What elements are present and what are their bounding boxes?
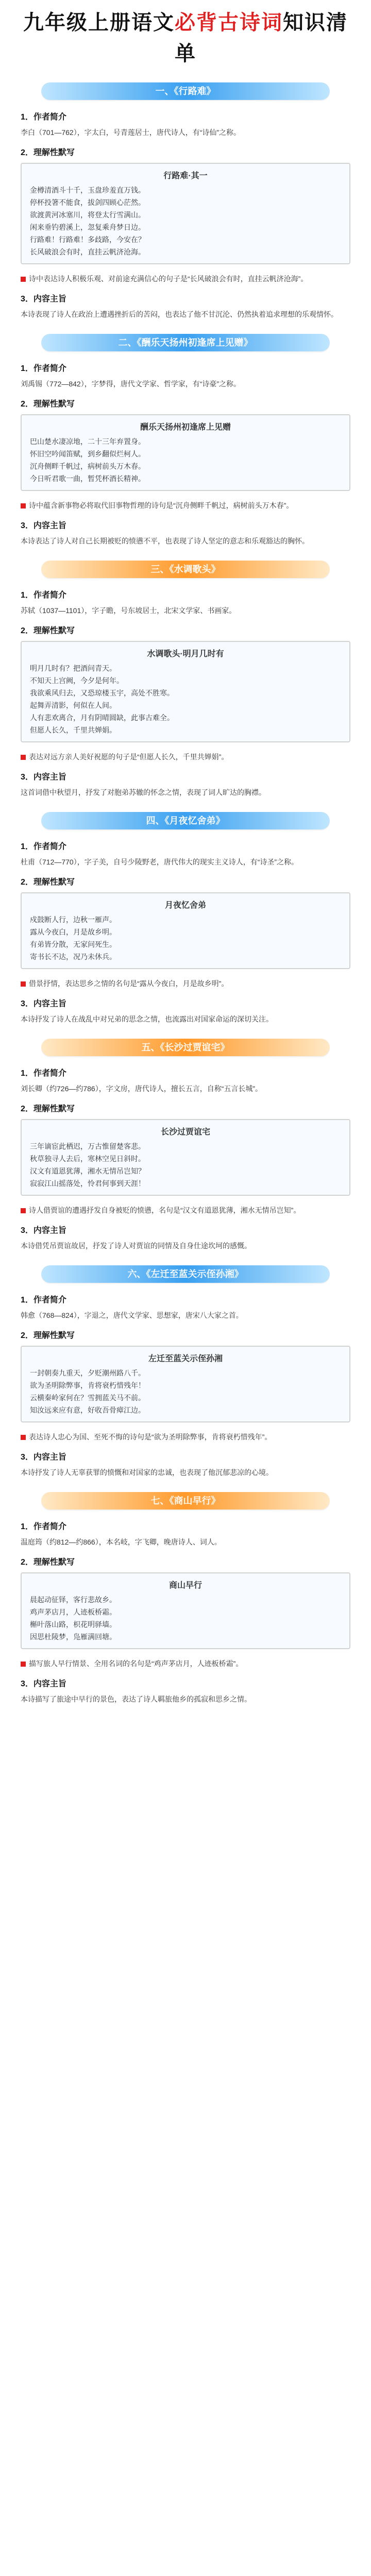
subheading-theme: 3．内容主旨: [21, 1453, 66, 1462]
dictation-text: [21, 1204, 350, 1216]
author-intro: 韩愈（768—824），字退之，唐代文学家、思想家，唐宋八大家之首。: [21, 1311, 243, 1319]
poem-line: 今日听君歌一曲，暂凭杯酒长精神。: [30, 474, 145, 483]
subheading-theme: 3．内容主旨: [21, 773, 66, 782]
poem-box: [21, 1119, 350, 1196]
subheading-author: 1．作者简介: [21, 113, 66, 122]
dictation-text: [21, 977, 350, 990]
dictation-answer: 诗人借贾谊的遭遇抒发自身被贬的愤懑，名句是“汉文有道恩犹薄，湘水无情吊岂知”。: [29, 1206, 301, 1214]
poem-line: 露从今夜白，月是故乡明。: [30, 928, 116, 936]
poem-title: 左迁至蓝关示侄孙湘: [148, 1354, 223, 1363]
section-6: [21, 1265, 350, 1479]
poem-line: 三年谪宦此栖迟，万古惟留楚客悲。: [30, 1142, 145, 1150]
poem-line: 鸡声茅店月，人迹板桥霜。: [30, 1608, 116, 1616]
page-title: [21, 7, 350, 69]
author-intro: 刘禹锡（772—842），字梦得，唐代文学家、哲学家，有“诗豪”之称。: [21, 380, 241, 388]
poem-title: 水调歌头·明月几时有: [147, 650, 224, 658]
poem-line: 秋草独寻人去后，寒林空见日斜时。: [30, 1155, 145, 1163]
poem-line: 停杯投箸不能食，拔剑四顾心茫然。: [30, 198, 145, 207]
poem-title: 长沙过贾谊宅: [160, 1128, 210, 1137]
subheading-dictation: 2．理解性默写: [21, 1105, 75, 1113]
section-heading: 三、《水调歌头》: [41, 561, 330, 578]
poem-line: 因思杜陵梦，凫雁满回塘。: [30, 1633, 116, 1641]
poem-box: [21, 1572, 350, 1649]
red-square-icon: [21, 981, 26, 987]
theme-text: 这首词借中秋望月，抒发了对胞弟苏辙的怀念之情，表现了词人旷达的胸襟。: [21, 788, 266, 796]
dictation-answer: 表达诗人忠心为国、至死不悔的诗句是“欲为圣明除弊事，肯将衰朽惜残年”。: [29, 1433, 272, 1441]
theme-text: 本诗抒发了诗人无辜获罪的愤慨和对国家的忠诚，也表现了他沉郁悲凉的心境。: [21, 1468, 273, 1477]
poem-line: 欲为圣明除弊事，肯将衰朽惜残年！: [30, 1381, 145, 1389]
dictation-text: [21, 1431, 350, 1443]
poem-box: [21, 1346, 350, 1422]
subheading-theme: 3．内容主旨: [21, 295, 66, 303]
poem-box: [21, 163, 350, 264]
section-4: [21, 812, 350, 1025]
poem-line: 起舞弄清影，何似在人间。: [30, 701, 116, 709]
author-intro: 刘长卿（约726—约786），字文房，唐代诗人，擅长五言，自称“五言长城”。: [21, 1084, 263, 1093]
section-heading: 五、《长沙过贾谊宅》: [41, 1039, 330, 1056]
poem-line: 但愿人长久，千里共婵娟。: [30, 726, 116, 734]
bottom-spacer: [21, 1708, 350, 1714]
poem-line: 知汝远来应有意，好收吾骨瘴江边。: [30, 1406, 145, 1414]
dictation-text: [21, 273, 350, 285]
section-heading: 二、《酬乐天扬州初逢席上见赠》: [41, 334, 330, 351]
author-intro: 杜甫（712—770），字子美，自号少陵野老，唐代伟大的现实主义诗人，有“诗圣”之称。: [21, 858, 299, 866]
author-intro: 温庭筠（约812—约866），本名岐，字飞卿，晚唐诗人、词人。: [21, 1538, 222, 1546]
dictation-text: [21, 751, 350, 763]
dictation-text: [21, 1657, 350, 1670]
dictation-answer: 诗中蕴含新事物必将取代旧事物哲理的诗句是“沉舟侧畔千帆过，病树前头万木春”。: [29, 501, 294, 510]
poem-line: 有弟皆分散，无家问死生。: [30, 940, 116, 948]
dictation-text: [21, 499, 350, 512]
subheading-author: 1．作者简介: [21, 842, 66, 851]
poem-title: 商山早行: [168, 1581, 202, 1590]
section-heading: 七、《商山早行》: [41, 1492, 330, 1510]
poem-line: 槲叶落山路，枳花明驿墙。: [30, 1620, 116, 1629]
poem-line: 云横秦岭家何在？雪拥蓝关马不前。: [30, 1394, 145, 1402]
subheading-author: 1．作者简介: [21, 1296, 66, 1304]
subheading-theme: 3．内容主旨: [21, 1226, 66, 1235]
section-heading: 六、《左迁至蓝关示侄孙湘》: [41, 1265, 330, 1283]
poem-line: 戍鼓断人行，边秋一雁声。: [30, 916, 116, 924]
dictation-answer: 描写旅人早行情景、全用名词的名句是“鸡声茅店月，人迹板桥霜”。: [29, 1659, 243, 1668]
subheading-dictation: 2．理解性默写: [21, 878, 75, 887]
poem-line: 人有悲欢离合，月有阴晴圆缺，此事古难全。: [30, 714, 174, 722]
red-square-icon: [21, 277, 26, 282]
theme-text: 本诗抒发了诗人在战乱中对兄弟的思念之情，也流露出对国家命运的深切关注。: [21, 1015, 273, 1023]
poem-line: 汉文有道恩犹薄，湘水无情吊岂知？: [30, 1167, 145, 1175]
theme-text: 本诗描写了旅途中早行的景色，表达了诗人羁旅他乡的孤寂和思乡之情。: [21, 1695, 251, 1703]
poem-line: 行路难！行路难！多歧路，今安在？: [30, 235, 145, 244]
poem-line: 长风破浪会有时，直挂云帆济沧海。: [30, 248, 145, 256]
poem-title: 行路难·其一: [163, 172, 208, 180]
subheading-dictation: 2．理解性默写: [21, 400, 75, 409]
poem-line: 明月几时有？把酒问青天。: [30, 664, 116, 672]
poem-box: [21, 414, 350, 491]
section-3: [21, 561, 350, 799]
poem-line: 我欲乘风归去，又恐琼楼玉宇，高处不胜寒。: [30, 689, 174, 697]
red-square-icon: [21, 1435, 26, 1440]
subheading-dictation: 2．理解性默写: [21, 626, 75, 635]
poem-box: [21, 641, 350, 742]
poem-line: 寂寂江山摇落处，怜君何事到天涯！: [30, 1179, 145, 1188]
red-square-icon: [21, 1662, 26, 1667]
poem-line: 寄书长不达，况乃未休兵。: [30, 953, 116, 961]
title-suffix: 知识清单: [175, 11, 348, 65]
red-square-icon: [21, 755, 26, 760]
theme-text: 本诗借凭吊贾谊故居，抒发了诗人对贾谊的同情及自身仕途坎坷的感慨。: [21, 1242, 251, 1250]
poem-line: 一封朝奏九重天，夕贬潮州路八千。: [30, 1369, 145, 1377]
subheading-theme: 3．内容主旨: [21, 999, 66, 1008]
red-square-icon: [21, 1208, 26, 1213]
poem-line: 晨起动征铎，客行悲故乡。: [30, 1596, 116, 1604]
section-heading: 四、《月夜忆舍弟》: [41, 812, 330, 829]
subheading-dictation: 2．理解性默写: [21, 1331, 75, 1340]
poem-line: 怀旧空吟闻笛赋，到乡翻似烂柯人。: [30, 450, 145, 458]
title-prefix: 九年级上册语文: [23, 11, 175, 34]
subheading-author: 1．作者简介: [21, 591, 66, 600]
poem-line: 巴山楚水凄凉地，二十三年弃置身。: [30, 437, 145, 446]
poem-title: 月夜忆舍弟: [164, 901, 206, 910]
author-intro: 苏轼（1037—1101），字子瞻，号东坡居士，北宋文学家、书画家。: [21, 606, 237, 615]
author-intro: 李白（701—762），字太白，号青莲居士，唐代诗人，有“诗仙”之称。: [21, 128, 241, 137]
dictation-answer: 表达对远方亲人美好祝愿的句子是“但愿人长久，千里共婵娟”。: [29, 753, 229, 761]
poem-box: [21, 892, 350, 969]
subheading-author: 1．作者简介: [21, 1522, 66, 1531]
subheading-theme: 3．内容主旨: [21, 1680, 66, 1688]
red-square-icon: [21, 503, 26, 509]
theme-text: 本诗表达了诗人对自己长期被贬的愤懑不平，也表现了诗人坚定的意志和乐观豁达的胸怀。: [21, 537, 309, 545]
section-2: [21, 334, 350, 547]
poem-line: 金樽清酒斗十千，玉盘珍羞直万钱。: [30, 186, 145, 194]
subheading-theme: 3．内容主旨: [21, 521, 66, 530]
poem-line: 不知天上宫阙，今夕是何年。: [30, 676, 124, 685]
subheading-dictation: 2．理解性默写: [21, 1558, 75, 1567]
title-emphasis: 必背古诗词: [175, 11, 283, 34]
poem-line: 闲来垂钓碧溪上，忽复乘舟梦日边。: [30, 223, 145, 231]
subheading-author: 1．作者简介: [21, 1069, 66, 1078]
poem-line: 欲渡黄河冰塞川，将登太行雪满山。: [30, 211, 145, 219]
subheading-author: 1．作者简介: [21, 364, 66, 373]
dictation-answer: 借景抒情，表达思乡之情的名句是“露从今夜白，月是故乡明”。: [29, 979, 229, 988]
poem-title: 酬乐天扬州初逢席上见赠: [140, 423, 231, 432]
subheading-dictation: 2．理解性默写: [21, 148, 75, 157]
theme-text: 本诗表现了诗人在政治上遭遇挫折后的苦闷，也表达了他不甘沉沦、仍然执着追求理想的乐观情怀。: [21, 310, 338, 318]
dictation-answer: 诗中表达诗人积极乐观、对前途充满信心的句子是“长风破浪会有时，直挂云帆济沧海”。: [29, 275, 308, 283]
section-7: [21, 1492, 350, 1705]
section-1: [21, 82, 350, 320]
poem-line: 沉舟侧畔千帆过，病树前头万木春。: [30, 462, 145, 470]
section-heading: 一、《行路难》: [41, 82, 330, 100]
section-5: [21, 1039, 350, 1252]
